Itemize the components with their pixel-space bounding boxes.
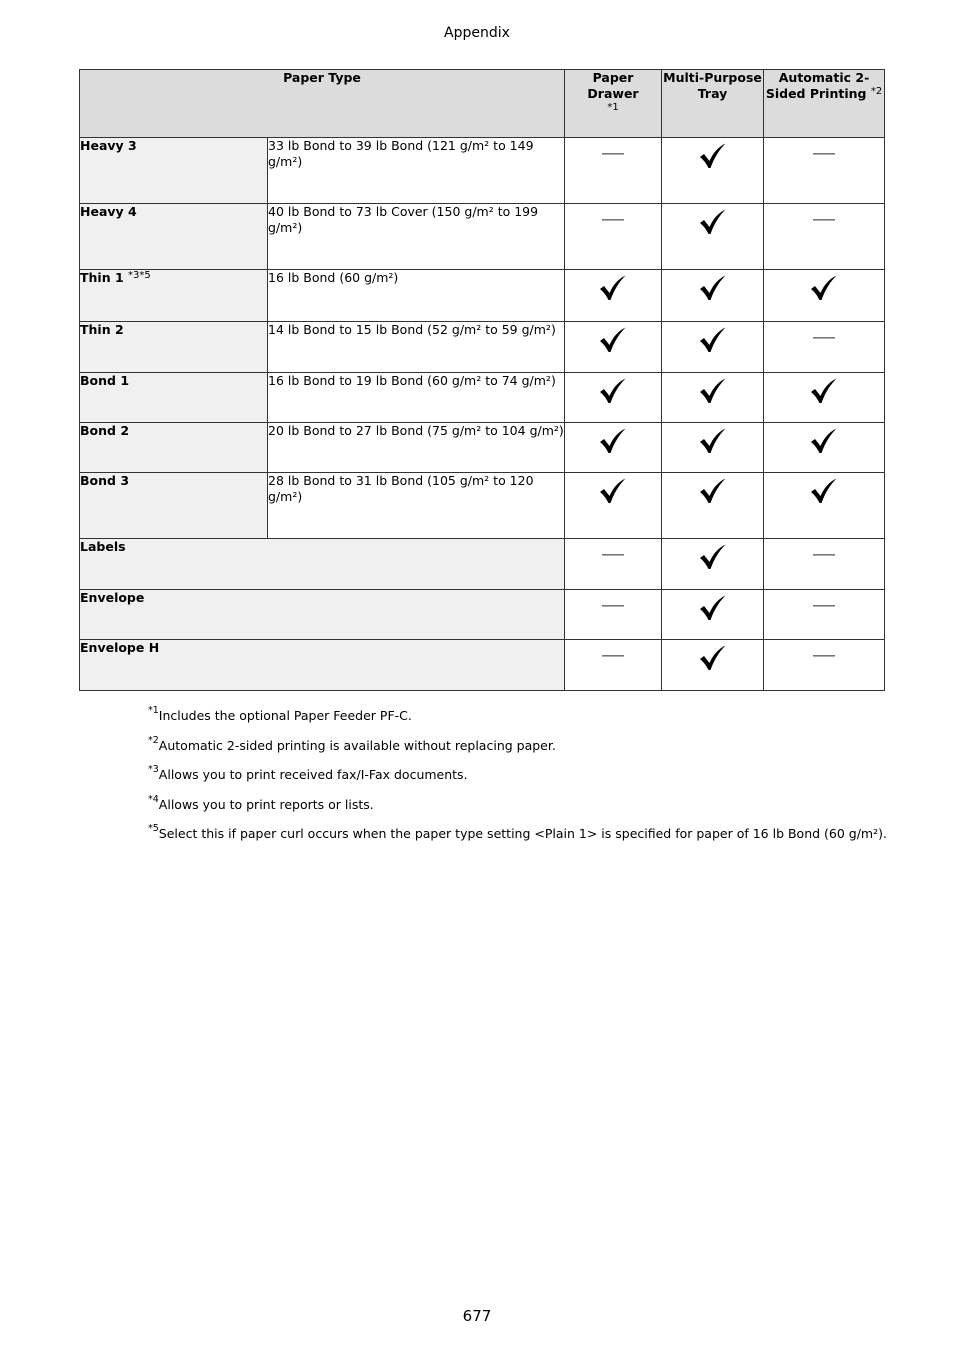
auto-2-sided-cell	[764, 322, 885, 373]
check-mark-icon	[599, 477, 627, 505]
footnote-mark: *3	[148, 764, 159, 775]
table-row	[80, 640, 885, 691]
paper-weight: 33 lb Bond to 39 lb Bond (121 g/m² to 149 g/m²)	[268, 138, 565, 204]
footnote-mark: *1	[148, 705, 159, 716]
header-multi-purpose-tray	[662, 70, 764, 138]
dash-icon	[600, 208, 626, 230]
check-mark-icon	[810, 427, 838, 455]
header-auto-2-sided-label: Automatic 2-Sided Printing	[765, 70, 870, 101]
multi-purpose-tray-cell	[662, 473, 764, 539]
footnote	[148, 764, 887, 794]
check-mark-icon	[599, 326, 627, 354]
footnote-mark: *4	[148, 793, 159, 805]
paper-drawer-cell	[565, 373, 662, 423]
paper-drawer-cell	[565, 204, 662, 270]
header-auto-2-sided	[764, 70, 885, 138]
auto-2-sided-cell	[764, 138, 885, 204]
auto-2-sided-cell	[764, 473, 885, 539]
paper-drawer-cell	[565, 138, 662, 204]
multi-purpose-tray-cell	[662, 138, 764, 204]
multi-purpose-tray-cell	[662, 423, 764, 473]
paper-type-name	[80, 373, 268, 423]
table-row	[80, 473, 885, 539]
paper-drawer-cell	[565, 640, 662, 691]
paper-type-name-label: Bond 1	[80, 373, 130, 388]
check-mark-icon	[599, 274, 627, 302]
paper-type-name-label: Heavy 3	[80, 138, 137, 153]
paper-weight: 16 lb Bond to 19 lb Bond (60 g/m² to 74 g/m²)	[268, 373, 565, 423]
check-mark-icon	[699, 427, 727, 455]
auto-2-sided-cell	[764, 640, 885, 691]
dash-icon	[600, 594, 626, 616]
page-number: 677	[462, 1307, 492, 1325]
table-body	[80, 138, 885, 691]
paper-type-table	[79, 69, 885, 691]
check-mark-icon	[699, 543, 727, 571]
paper-type-name-label: Heavy 4	[80, 204, 137, 219]
check-mark-icon	[699, 594, 727, 622]
paper-weight: 20 lb Bond to 27 lb Bond (75 g/m² to 104 g/m²)	[268, 423, 565, 473]
check-mark-icon	[699, 326, 727, 354]
table-header-row	[80, 70, 885, 138]
dash-icon	[811, 594, 837, 616]
multi-purpose-tray-cell	[662, 270, 764, 322]
footnote-text: Allows you to print reports or lists.	[158, 796, 374, 812]
footnote	[148, 705, 887, 735]
footnote-text: Allows you to print received fax/I-Fax documents.	[158, 767, 468, 782]
table-row	[80, 423, 885, 473]
header-paper-drawer-note: *1	[607, 102, 619, 113]
paper-type-name	[80, 539, 565, 590]
footnote	[148, 823, 887, 853]
header-paper-type	[80, 70, 565, 138]
check-mark-icon	[699, 644, 727, 672]
footnote	[148, 735, 887, 765]
paper-type-name-label: Bond 3	[80, 473, 130, 488]
paper-type-note: *3*5	[128, 270, 151, 281]
auto-2-sided-cell	[764, 373, 885, 423]
header-paper-drawer	[565, 70, 662, 138]
table-row	[80, 539, 885, 590]
multi-purpose-tray-cell	[662, 590, 764, 640]
paper-weight: 14 lb Bond to 15 lb Bond (52 g/m² to 59 g/m²)	[268, 322, 565, 373]
paper-type-name	[80, 322, 268, 373]
header-paper-drawer-label: Paper Drawer	[587, 70, 639, 101]
page-header: Appendix	[444, 25, 510, 41]
paper-drawer-cell	[565, 590, 662, 640]
auto-2-sided-cell	[764, 590, 885, 640]
paper-drawer-cell	[565, 270, 662, 322]
dash-icon	[811, 543, 837, 565]
check-mark-icon	[699, 142, 727, 170]
auto-2-sided-cell	[764, 423, 885, 473]
footnote-text: Select this if paper curl occurs when the paper type setting <Plain 1> is specified for paper of 16 lb Bond (60 g/m²).	[158, 826, 887, 841]
table-row	[80, 322, 885, 373]
check-mark-icon	[599, 427, 627, 455]
paper-type-name-label: Envelope H	[80, 640, 160, 655]
multi-purpose-tray-cell	[662, 539, 764, 590]
paper-type-name	[80, 590, 565, 640]
table-row	[80, 270, 885, 322]
check-mark-icon	[810, 477, 838, 505]
paper-type-name	[80, 138, 268, 204]
paper-weight: 40 lb Bond to 73 lb Cover (150 g/m² to 199 g/m²)	[268, 204, 565, 270]
footnote-text: Automatic 2-sided printing is available without replacing paper.	[158, 737, 556, 753]
check-mark-icon	[699, 208, 727, 236]
check-mark-icon	[810, 377, 838, 405]
dash-icon	[811, 208, 837, 230]
table-row	[80, 590, 885, 640]
paper-drawer-cell	[565, 539, 662, 590]
dash-icon	[600, 644, 626, 666]
dash-icon	[811, 326, 837, 348]
dash-icon	[811, 142, 837, 164]
table-row	[80, 204, 885, 270]
paper-type-name-label: Bond 2	[80, 423, 130, 438]
dash-icon	[600, 142, 626, 164]
dash-icon	[811, 644, 837, 666]
paper-type-name-label: Labels	[80, 539, 126, 554]
paper-type-name-label: Envelope	[80, 590, 145, 605]
footnote-mark: *5	[148, 823, 159, 834]
table-row	[80, 138, 885, 204]
paper-type-name	[80, 423, 268, 473]
multi-purpose-tray-cell	[662, 640, 764, 691]
check-mark-icon	[699, 274, 727, 302]
dash-icon	[600, 543, 626, 565]
paper-drawer-cell	[565, 423, 662, 473]
paper-type-name-label: Thin 2	[80, 322, 124, 337]
footnote-mark: *2	[148, 734, 159, 746]
check-mark-icon	[699, 377, 727, 405]
paper-type-name	[80, 204, 268, 270]
paper-type-name	[80, 473, 268, 539]
auto-2-sided-cell	[764, 270, 885, 322]
paper-weight: 28 lb Bond to 31 lb Bond (105 g/m² to 120 g/m²)	[268, 473, 565, 539]
multi-purpose-tray-cell	[662, 322, 764, 373]
paper-type-name-label: Thin 1	[80, 270, 124, 285]
paper-type-name	[80, 270, 268, 322]
footnote	[148, 794, 887, 824]
header-multi-purpose-label: Multi-Purpose Tray	[663, 70, 762, 101]
paper-weight: 16 lb Bond (60 g/m²)	[268, 270, 565, 322]
header-paper-type-label: Paper Type	[283, 70, 361, 85]
multi-purpose-tray-cell	[662, 204, 764, 270]
check-mark-icon	[810, 274, 838, 302]
paper-drawer-cell	[565, 473, 662, 539]
multi-purpose-tray-cell	[662, 373, 764, 423]
paper-type-name	[80, 640, 565, 691]
auto-2-sided-cell	[764, 204, 885, 270]
check-mark-icon	[699, 477, 727, 505]
auto-2-sided-cell	[764, 539, 885, 590]
table-row	[80, 373, 885, 423]
footnotes	[148, 705, 887, 853]
footnote-text: Includes the optional Paper Feeder PF-C.	[158, 708, 412, 723]
paper-drawer-cell	[565, 322, 662, 373]
header-auto-2-sided-note: *2	[870, 86, 883, 97]
check-mark-icon	[599, 377, 627, 405]
